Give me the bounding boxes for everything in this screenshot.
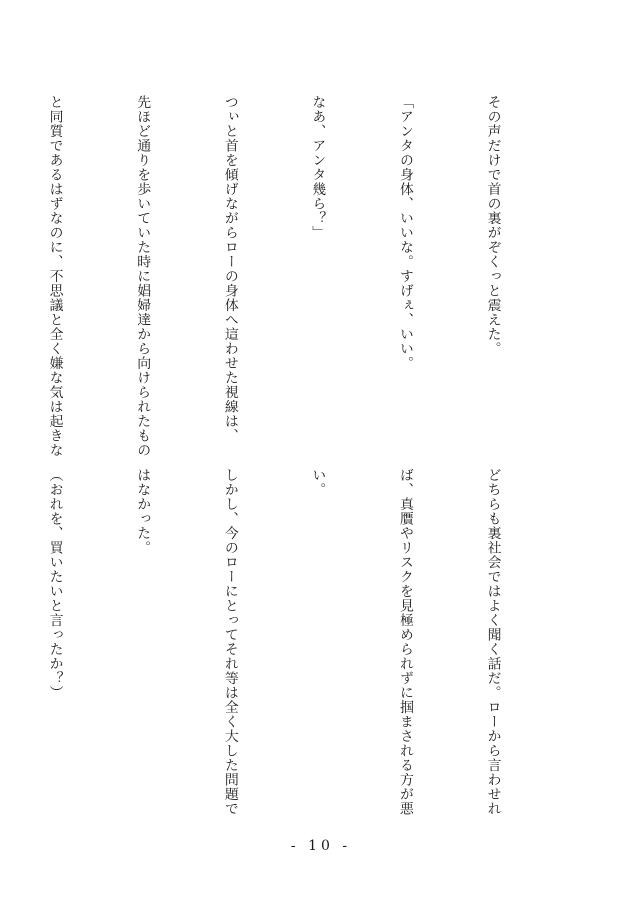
- text-line: い。: [309, 468, 326, 497]
- text-line: どちらも裏社会ではよく聞く話だ。ローから言わせれ: [484, 468, 501, 816]
- text-line: ば、真贋やリスクを見極められずに掴まされる方が悪: [396, 468, 413, 816]
- text-line: と同質であるはずなのに、不思議と全く嫌な気は起きな: [46, 95, 63, 458]
- text-block-upper: [46, 95, 565, 458]
- page-number: - 10 -: [290, 838, 352, 854]
- text-line: なあ、アンタ幾ら？」: [309, 95, 326, 240]
- text-block-lower: [46, 468, 565, 823]
- text-line: しかし、今のローにとってそれ等は全く大した問題で: [221, 468, 238, 816]
- text-line: （おれを、買いたいと言ったか？）: [46, 468, 63, 700]
- text-line: 先ほど通りを歩いていた時に娼婦達から向けられたもの: [134, 95, 151, 458]
- text-line: その声だけで首の裏がぞくっと震えた。: [484, 95, 501, 356]
- text-line: つぃと首を傾げながらローの身体へ這わせた視線は、: [221, 95, 238, 443]
- text-line: はなかった。: [134, 468, 151, 555]
- text-line: 「アンタの身体、いいな。すげぇ、いい。: [396, 95, 413, 371]
